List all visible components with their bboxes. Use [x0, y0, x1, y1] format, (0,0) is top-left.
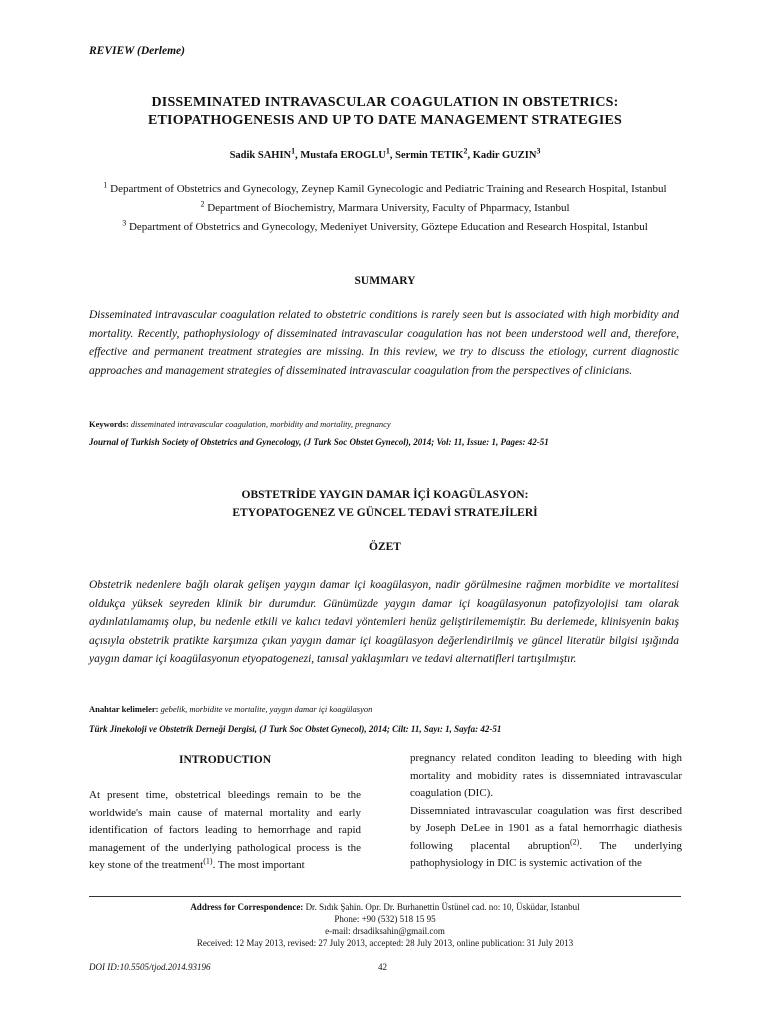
keywords-text: disseminated intravascular coagulation, morbidity and mortality, pregnancy: [128, 419, 391, 429]
body-paragraph: . The most important: [212, 859, 305, 871]
body-right-column: [410, 750, 682, 873]
body-text: . The underlying pathophysiology in DIC is systemic activation of the: [410, 839, 682, 869]
author-separator: ,: [295, 150, 301, 161]
turkish-keywords: [89, 704, 689, 714]
author-name: Kadir GUZIN: [472, 150, 537, 161]
citation-ref: (2): [570, 836, 580, 846]
author-affiliation-mark: 3: [536, 146, 541, 156]
author-affiliation-mark: 1: [291, 146, 296, 156]
body-left-column: [89, 787, 361, 875]
journal-citation: Journal of Turkish Society of Obstetrics and Gynecology, (J Turk Soc Obstet Gynecol), 2014; Vol: 11, Issue: 1, Pages: 42-51: [89, 437, 549, 447]
body-text: Dissemniated intravascular coagulation was first described by Joseph DeLee in 1901 as a fatal hemorrhagic diathesis following placental abruption: [410, 804, 682, 852]
turkish-title-line-1: OBSTETRİDE YAYGIN DAMAR İÇİ KOAGÜLASYON:: [241, 489, 529, 501]
affiliation-text: Department of Obstetrics and Gynecology, Medeniyet University, Göztepe Education and Research Hospital, Istanbul: [126, 221, 648, 233]
author-name: Sadik SAHIN: [229, 150, 292, 161]
affiliation: [60, 199, 710, 214]
author-affiliation-mark: 1: [385, 146, 390, 156]
keywords-label: Keywords:: [89, 419, 129, 429]
correspondence-email: e-mail: drsadiksahin@gmail.com: [325, 926, 445, 936]
turkish-keywords-label: Anahtar kelimeler:: [89, 704, 159, 714]
affiliation-mark: 3: [122, 218, 127, 228]
affiliation: [60, 218, 710, 233]
author-list: [60, 146, 710, 161]
doi: DOI ID:10.5505/tjod.2014.93196: [89, 962, 211, 972]
footer-divider: [89, 896, 681, 897]
correspondence-phone: Phone: +90 (532) 518 15 95: [334, 914, 436, 924]
body-paragraph: [410, 803, 682, 873]
author-name: Sermin TETIK: [395, 150, 464, 161]
summary-text: Disseminated intravascular coagulation related to obstetric conditions is rarely seen but is associated with high morbidity and mortality. Recently, pathophysiology of disseminated intravascular coagulation has not been understood well and, therefore, effective and permanent treatment strategies are missing. In this review, we try to discuss the etiology, current diagnostic approaches and management strategies of disseminated intravascular coagulation from the perspectives of clinicians.: [89, 309, 679, 377]
author-separator: ,: [389, 150, 396, 161]
keywords: [89, 419, 689, 429]
body-paragraph: At present time, obstetrical bleedings remain to be the worldwide's main cause of maternal mortality and early identification of factors leading to hemorrhage and rapid management of the underlying pathological process is the key stone of the treatment: [89, 789, 361, 871]
affiliation-mark: 2: [200, 199, 205, 209]
turkish-keywords-text: gebelik, morbidite ve mortalite, yaygın damar içi koagülasyon: [158, 704, 373, 714]
author-separator: ,: [467, 150, 473, 161]
turkish-journal-citation: Türk Jinekoloji ve Obstetrik Derneği Dergisi, (J Turk Soc Obstet Gynecol), 2014; Cilt: 11, Sayı: 1, Sayfa: 42-51: [89, 724, 502, 734]
publication-dates: Received: 12 May 2013, revised: 27 July 2013, accepted: 28 July 2013, online publication: 31 July 2013: [196, 938, 574, 948]
affiliation-text: Department of Biochemistry, Marmara University, Faculty of Phparmacy, Istanbul: [204, 202, 570, 214]
article-title: [60, 94, 710, 130]
body-paragraph: pregnancy related conditon leading to bleeding with high mortality and mobidity rates is dissemniated intravascular coagulation (DIC).: [410, 752, 682, 799]
page-number: 42: [378, 962, 387, 972]
introduction-heading: INTRODUCTION: [178, 754, 271, 766]
summary-heading: SUMMARY: [354, 275, 416, 287]
title-line-1: DISSEMINATED INTRAVASCULAR COAGULATION IN OBSTETRICS:: [151, 95, 619, 110]
correspondence-label: Address for Correspondence:: [190, 902, 304, 912]
affiliation-mark: 1: [103, 180, 108, 190]
correspondence-address: [60, 902, 710, 912]
author-affiliation-mark: 2: [463, 146, 468, 156]
affiliation: [60, 180, 710, 195]
correspondence-text: Dr. Sıdık Şahin. Opr. Dr. Burhanettin Üstünel cad. no: 10, Üsküdar, Istanbul: [303, 902, 580, 912]
turkish-title-line-2: ETYOPATOGENEZ VE GÜNCEL TEDAVİ STRATEJİLERİ: [232, 507, 538, 519]
section-label: REVIEW (Derleme): [89, 45, 185, 57]
author-name: Mustafa EROGLU: [300, 150, 386, 161]
citation-ref: (1): [203, 856, 213, 866]
affiliation-text: Department of Obstetrics and Gynecology, Zeynep Kamil Gynecologic and Pediatric Training and Research Hospital, Istanbul: [107, 183, 667, 195]
title-line-2: ETIOPATHOGENESIS AND UP TO DATE MANAGEMENT STRATEGIES: [147, 113, 622, 128]
ozet-text: Obstetrik nedenlere bağlı olarak gelişen yaygın damar içi koagülasyon, nadir görülmesine rağmen morbidite ve mortalitesi oldukça yüksek seyreden klinik bir durumdur. Günümüzde yaygın damar içi koagülasyonun patofizyolojisi tam olarak aydınlatılamamış olup, bu nedenle etkili ve kalıcı tedavi yöntemleri henüz geliştirilememiştir. Bu derlemede, klinisyenin bakış açısıyla obstetrik pratikte karşımıza çıkan yaygın damar içi koagülasyon değerlendirilmiş ve güncel literatür bilgisi ışığında yaygın damar içi koagülasyonun etyopatogenezi, tanısal yaklaşımları ve tedavi alternatifleri tartışılmıştır.: [89, 579, 679, 665]
ozet-heading: ÖZET: [369, 541, 401, 553]
